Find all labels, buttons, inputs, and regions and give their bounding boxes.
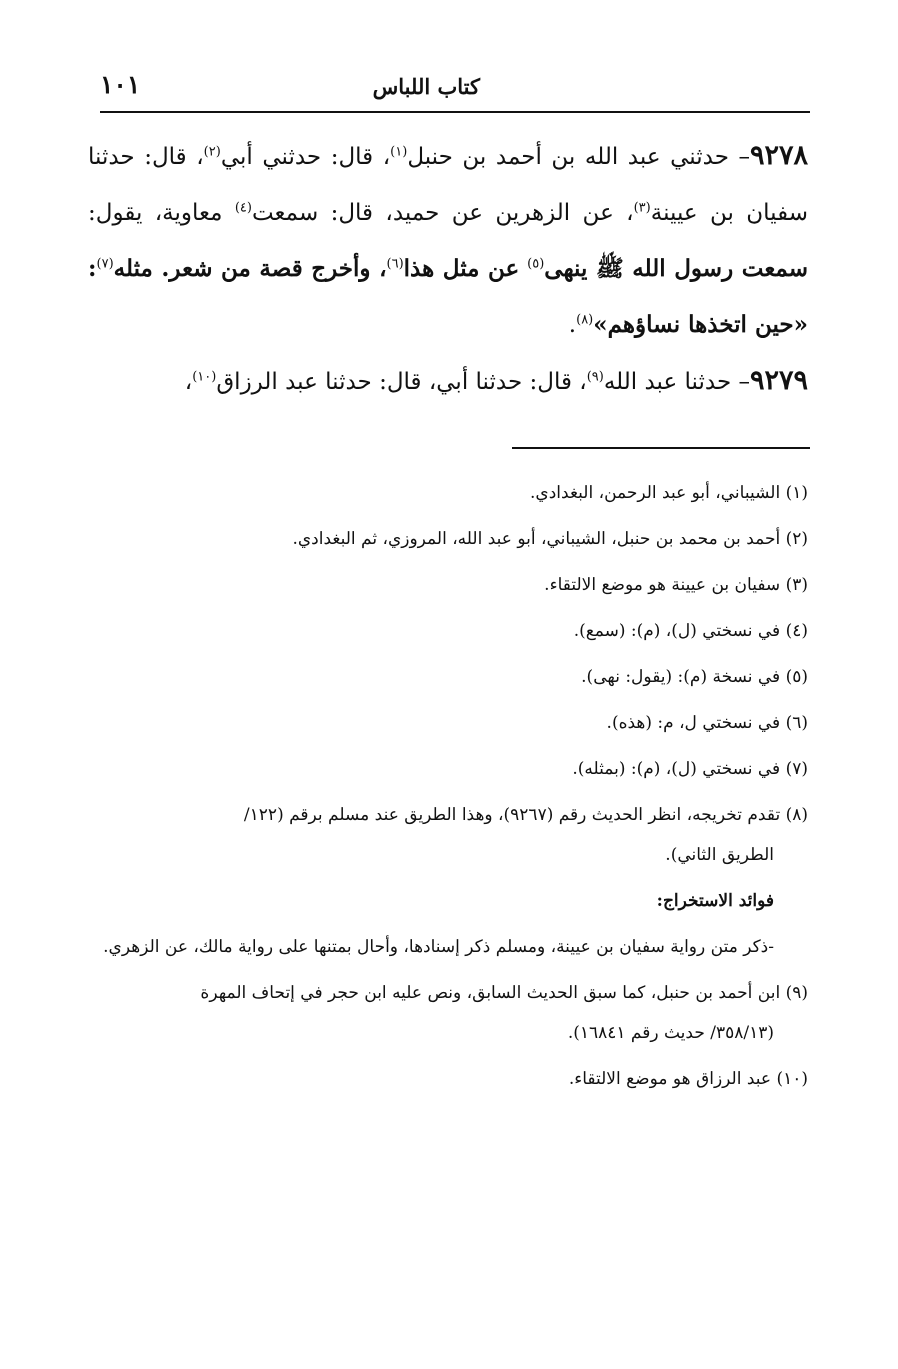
hadith-text: .: [568, 312, 577, 338]
footnote-ref: (١٠): [192, 369, 217, 385]
benefits-text: -ذكر متن رواية سفيان بن عيينة، ومسلم ذكر إسنادها، وأحال بمتنها على رواية مالك، عن الزهري.: [103, 937, 774, 957]
footnote-ref: (٦): [386, 256, 404, 272]
footnote-ref: (٥): [527, 256, 545, 272]
footnote-5: (٥) في نسخة (م): (يقول: نهى).: [581, 667, 808, 687]
hadith-text: – حدثني عبد الله بن أحمد بن حنبل: [407, 144, 750, 170]
hadith-matn: ، وأخرج قصة من شعر. مثله: [113, 255, 387, 282]
hadith-text: ، قال: حدثنا سفيان بن عيينة: [88, 144, 809, 226]
running-title: كتاب اللباس: [372, 74, 480, 99]
hadith-9278: [88, 128, 808, 353]
footnote-rule: [512, 447, 810, 449]
footnote-ref: (٢): [203, 144, 221, 160]
footnote-6: (٦) في نسختي ل، م: (هذه).: [606, 713, 808, 733]
hadith-text: معاوية، يقول:: [88, 200, 235, 226]
hadith-number: ٩٢٧٩: [749, 365, 808, 396]
footnote-ref: (٩): [586, 369, 604, 385]
main-text: [88, 128, 808, 410]
footnote-ref: (١): [390, 144, 408, 160]
page-header: [100, 72, 810, 106]
footnote-9-continuation: (٣٥٨/١٣/ حديث رقم ١٦٨٤١).: [567, 1023, 774, 1043]
footnote-ref: (٧): [96, 256, 114, 272]
footnote-ref: (٨): [576, 312, 594, 328]
hadith-matn: سمعت رسول الله ﷺ ينهى: [544, 255, 808, 282]
hadith-number: ٩٢٧٨: [749, 140, 808, 171]
hadith-text: – حدثنا عبد الله: [603, 369, 750, 395]
footnote-1: (١) الشيباني، أبو عبد الرحمن، البغدادي.: [530, 483, 808, 503]
footnote-9-line: (٩) ابن أحمد بن حنبل، كما سبق الحديث السابق، ونص عليه ابن حجر في إتحاف المهرة: [200, 983, 808, 1003]
hadith-matn: عن مثل هذا: [403, 255, 520, 282]
hadith-text: ، قال: حدثنا أبي، قال: حدثنا عبد الرزاق: [216, 369, 587, 395]
footnote-ref: (٤): [234, 200, 252, 216]
page-number: ١٠١: [100, 70, 141, 99]
footnote-8-line: (٨) تقدم تخريجه، انظر الحديث رقم (٩٢٦٧)، وهذا الطريق عند مسلم برقم (١٢٢/: [243, 805, 808, 825]
footnote-4: (٤) في نسختي (ل)، (م): (سمع).: [573, 621, 808, 641]
hadith-quote: : «حين اتخذها نساؤهم»: [88, 255, 808, 338]
footnote-8: [88, 795, 808, 875]
benefits-heading: فوائد الاستخراج:: [656, 891, 774, 911]
footnote-9: [88, 973, 808, 1053]
header-rule: [100, 111, 810, 113]
hadith-text: ، عن الزهرين عن حميد، قال: سمعت: [251, 200, 634, 226]
footnote-2: (٢) أحمد بن محمد بن حنبل، الشيباني، أبو عبد الله، المروزي، ثم البغدادي.: [292, 529, 808, 549]
footnote-8-continuation: الطريق الثاني).: [665, 845, 774, 865]
hadith-text: ، قال: حدثني أبي: [220, 144, 391, 170]
footnotes: [88, 473, 808, 1105]
footnote-3: (٣) سفيان بن عيينة هو موضع الالتقاء.: [544, 575, 808, 595]
hadith-text: ،: [184, 369, 193, 395]
footnote-10: (١٠) عبد الرزاق هو موضع الالتقاء.: [568, 1069, 808, 1089]
hadith-9279: [88, 353, 808, 410]
footnote-ref: (٣): [633, 200, 651, 216]
footnote-7: (٧) في نسختي (ل)، (م): (بمثله).: [572, 759, 808, 779]
